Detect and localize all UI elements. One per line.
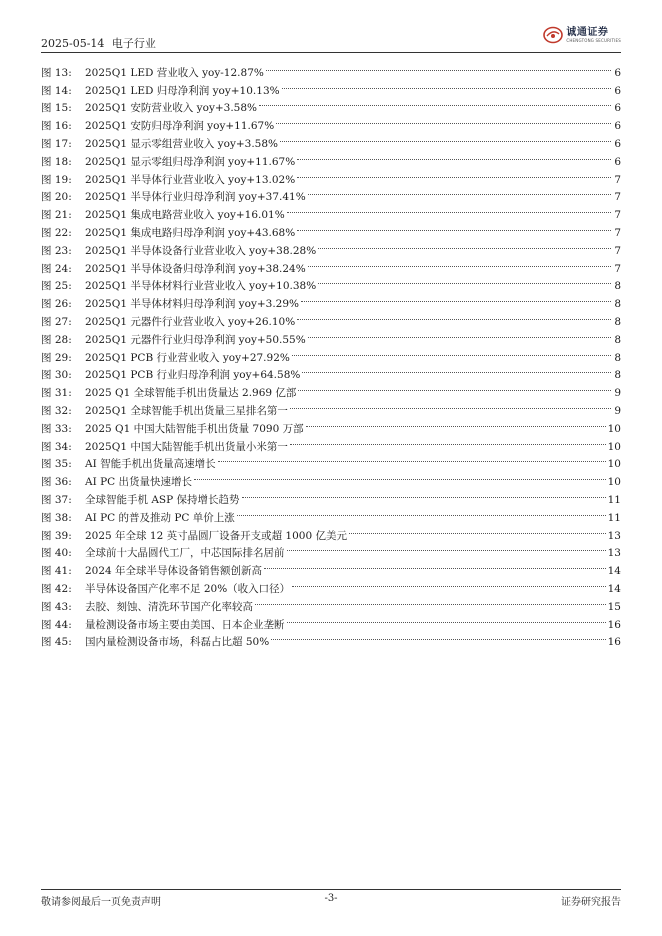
toc-entry-title: 2025Q1 集成电路营业收入 yoy+16.01%: [85, 209, 285, 222]
toc-entry-page: 6: [614, 84, 621, 97]
toc-entry-label: 图 42:: [41, 582, 72, 595]
toc-leader-dots: [292, 574, 605, 592]
toc-entry-page: 8: [614, 351, 621, 364]
toc-entry-page: 7: [614, 226, 621, 239]
toc-entry-page: 6: [614, 102, 621, 115]
toc-entry-page: 13: [607, 529, 621, 542]
toc-entry-title: AI 智能手机出货量高速增长: [85, 458, 216, 471]
toc-entry-title: 2025Q1 半导体材料归母净利润 yoy+3.29%: [85, 298, 300, 311]
footer-report-type: 证券研究报告: [561, 897, 621, 908]
toc-leader-dots: [266, 58, 611, 76]
toc-leader-dots: [290, 396, 611, 414]
toc-entry-page: 16: [607, 618, 621, 631]
toc-leader-dots: [297, 307, 611, 325]
toc-leader-dots: [271, 628, 605, 646]
toc-entry-page: 10: [607, 440, 621, 453]
toc-leader-dots: [264, 556, 606, 574]
toc-entry-title: 全球前十大晶圆代工厂，中芯国际排名居前: [85, 547, 285, 560]
toc-entry-title: 2025Q1 集成电路归母净利润 yoy+43.68%: [85, 226, 296, 239]
toc-entry-page: 8: [614, 280, 621, 293]
logo-icon: [543, 26, 563, 44]
toc-entry-label: 图 43:: [41, 600, 72, 613]
toc-entry-page: 6: [614, 66, 621, 79]
toc-entry-label: 图 37:: [41, 493, 72, 506]
header-info: [41, 35, 160, 51]
toc-entry-label: 图 36:: [41, 476, 72, 489]
toc-leader-dots: [308, 325, 611, 343]
toc-entry-title: 2025Q1 元器件行业营业收入 yoy+26.10%: [85, 315, 296, 328]
toc-entry-label: 图 24:: [41, 262, 72, 275]
toc-entry-title: 2025 Q1 全球智能手机出货量达 2.969 亿部: [85, 387, 297, 400]
toc-entry-page: 11: [607, 493, 621, 506]
toc-entry-page: 11: [607, 511, 621, 524]
company-logo: [543, 26, 621, 44]
toc-entry-page: 10: [607, 458, 621, 471]
toc-entry-label: 图 45:: [41, 636, 72, 649]
toc-leader-dots: [308, 183, 611, 201]
toc-entry-page: 14: [607, 582, 621, 595]
toc-leader-dots: [194, 467, 606, 485]
toc-entry-label: 图 22:: [41, 226, 72, 239]
toc-entry-label: 图 38:: [41, 511, 72, 524]
toc-leader-dots: [287, 539, 606, 557]
toc-entry-title: AI PC 出货量快速增长: [85, 476, 193, 489]
toc-entry-title: 2024 年全球半导体设备销售额创新高: [85, 565, 263, 578]
toc-entry-label: 图 18:: [41, 155, 72, 168]
toc-leader-dots: [297, 218, 611, 236]
toc-entry-label: 图 15:: [41, 102, 72, 115]
toc-leader-dots: [308, 254, 611, 272]
page-header: [41, 0, 621, 52]
footer-divider: [41, 889, 621, 890]
toc-entry-title: 2025Q1 半导体材料行业营业收入 yoy+10.38%: [85, 280, 317, 293]
toc-entry-title: 2025Q1 半导体设备归母净利润 yoy+38.24%: [85, 262, 306, 275]
footer-disclaimer: 敬请参阅最后一页免责声明: [41, 897, 161, 908]
toc-entry-page: 15: [607, 600, 621, 613]
toc-leader-dots: [301, 289, 611, 307]
toc-entry-page: 7: [614, 209, 621, 222]
toc-entry-label: 图 30:: [41, 369, 72, 382]
logo-name-cn: 诚通证券: [566, 26, 609, 38]
toc-entry-title: 量检测设备市场主要由美国、日本企业垄断: [85, 618, 285, 631]
toc-entry-title: 2025Q1 半导体行业归母净利润 yoy+37.41%: [85, 191, 306, 204]
toc-entry-label: 图 34:: [41, 440, 72, 453]
toc-leader-dots: [290, 432, 606, 450]
toc-entry-title: 2025Q1 元器件行业归母净利润 yoy+50.55%: [85, 333, 306, 346]
toc-entry-label: 图 44:: [41, 618, 72, 631]
toc-entry-page: 7: [614, 191, 621, 204]
toc-leader-dots: [297, 147, 611, 165]
toc-entry-label: 图 14:: [41, 84, 72, 97]
industry-name: 电子行业: [111, 37, 156, 50]
toc-entry-label: 图 26:: [41, 298, 72, 311]
toc-entry-label: 图 41:: [41, 565, 72, 578]
toc-leader-dots: [302, 361, 611, 379]
toc-leader-dots: [276, 111, 611, 129]
toc-entry-label: 图 32:: [41, 404, 72, 417]
toc-entry-title: 2025Q1 半导体设备行业营业收入 yoy+38.28%: [85, 244, 317, 257]
toc-entry-page: 10: [607, 422, 621, 435]
toc-entry-page: 6: [614, 120, 621, 133]
toc-entry-page: 7: [614, 262, 621, 275]
toc-leader-dots: [255, 592, 606, 610]
toc-entry-label: 图 27:: [41, 315, 72, 328]
toc-entry-title: 2025Q1 半导体行业营业收入 yoy+13.02%: [85, 173, 296, 186]
header-divider: [41, 52, 621, 53]
toc-entry-label: 图 19:: [41, 173, 72, 186]
toc-leader-dots: [349, 521, 606, 539]
toc-entry-page: 13: [607, 547, 621, 560]
toc-entry-page: 10: [607, 476, 621, 489]
toc-entry-title: 2025Q1 显示零组营业收入 yoy+3.58%: [85, 137, 279, 150]
toc-leader-dots: [287, 200, 611, 218]
toc-entry-page: 16: [607, 636, 621, 649]
toc-entry-label: 图 20:: [41, 191, 72, 204]
toc-entry-label: 图 39:: [41, 529, 72, 542]
toc-entry-title: 2025Q1 LED 营业收入 yoy-12.87%: [85, 66, 264, 79]
toc-leader-dots: [306, 414, 606, 432]
toc-leader-dots: [292, 343, 611, 361]
toc-entry-page: 6: [614, 155, 621, 168]
toc-entry-page: 8: [614, 315, 621, 328]
toc-entry-page: 8: [614, 333, 621, 346]
toc-entry-label: 图 16:: [41, 120, 72, 133]
toc-entry-title: 2025Q1 显示零组归母净利润 yoy+11.67%: [85, 155, 296, 168]
toc-leader-dots: [218, 450, 606, 468]
toc-entry-label: 图 23:: [41, 244, 72, 257]
toc-entry-page: 7: [614, 244, 621, 257]
logo-name-en: CHENGTONG SECURITIES: [566, 37, 621, 43]
toc-entry-title: 2025Q1 安防营业收入 yoy+3.58%: [85, 102, 258, 115]
toc-entry-label: 图 17:: [41, 137, 72, 150]
toc-entry-label: 图 35:: [41, 458, 72, 471]
toc-entry-label: 图 13:: [41, 66, 72, 79]
toc-entry-title: 全球智能手机 ASP 保持增长趋势: [85, 493, 240, 506]
toc-entry-title: 2025Q1 PCB 行业营业收入 yoy+27.92%: [85, 351, 290, 364]
toc-entry-page: 6: [614, 137, 621, 150]
toc-entry-title: 2025Q1 安防归母净利润 yoy+11.67%: [85, 120, 275, 133]
toc-entry-title: 2025 年全球 12 英寸晶圆厂设备开支或超 1000 亿美元: [85, 529, 347, 542]
toc-entry-page: 8: [614, 369, 621, 382]
toc-entry-label: 图 28:: [41, 333, 72, 346]
toc-entry-label: 图 33:: [41, 422, 72, 435]
toc-entry[interactable]: [41, 58, 621, 79]
toc-entry-label: 图 21:: [41, 209, 72, 222]
toc-entry-title: 2025Q1 LED 归母净利润 yoy+10.13%: [85, 84, 280, 97]
toc-leader-dots: [298, 378, 611, 396]
toc-leader-dots: [242, 485, 606, 503]
toc-entry-page: 8: [614, 298, 621, 311]
toc-leader-dots: [259, 94, 611, 112]
toc-entry-label: 图 31:: [41, 387, 72, 400]
figure-list: [41, 58, 621, 649]
toc-leader-dots: [297, 165, 611, 183]
toc-leader-dots: [318, 236, 611, 254]
toc-entry-title: 半导体设备国产化率不足 20%（收入口径）: [85, 582, 291, 595]
toc-leader-dots: [318, 272, 611, 290]
toc-entry-title: 2025 Q1 中国大陆智能手机出货量 7090 万部: [85, 422, 304, 435]
toc-leader-dots: [287, 610, 606, 628]
toc-entry-page: 9: [614, 404, 621, 417]
toc-leader-dots: [237, 503, 606, 521]
toc-entry-title: 去胶、刻蚀、清洗环节国产化率较高: [85, 600, 253, 613]
page-number: -3-: [324, 893, 338, 904]
toc-entry-page: 7: [614, 173, 621, 186]
toc-entry-label: 图 29:: [41, 351, 72, 364]
toc-entry-title: 2025Q1 全球智能手机出货量三星排名第一: [85, 404, 288, 417]
toc-entry-title: AI PC 的普及推动 PC 单价上涨: [85, 511, 235, 524]
toc-entry-page: 9: [614, 387, 621, 400]
report-date: 2025-05-14: [41, 37, 105, 50]
toc-leader-dots: [280, 129, 611, 147]
toc-entry-title: 2025Q1 中国大陆智能手机出货量小米第一: [85, 440, 288, 453]
toc-leader-dots: [282, 76, 611, 94]
toc-entry-title: 国内量检测设备市场，科磊占比超 50%: [85, 636, 270, 649]
toc-entry-label: 图 25:: [41, 280, 72, 293]
toc-entry-label: 图 40:: [41, 547, 72, 560]
toc-entry-title: 2025Q1 PCB 行业归母净利润 yoy+64.58%: [85, 369, 301, 382]
toc-entry-page: 14: [607, 565, 621, 578]
